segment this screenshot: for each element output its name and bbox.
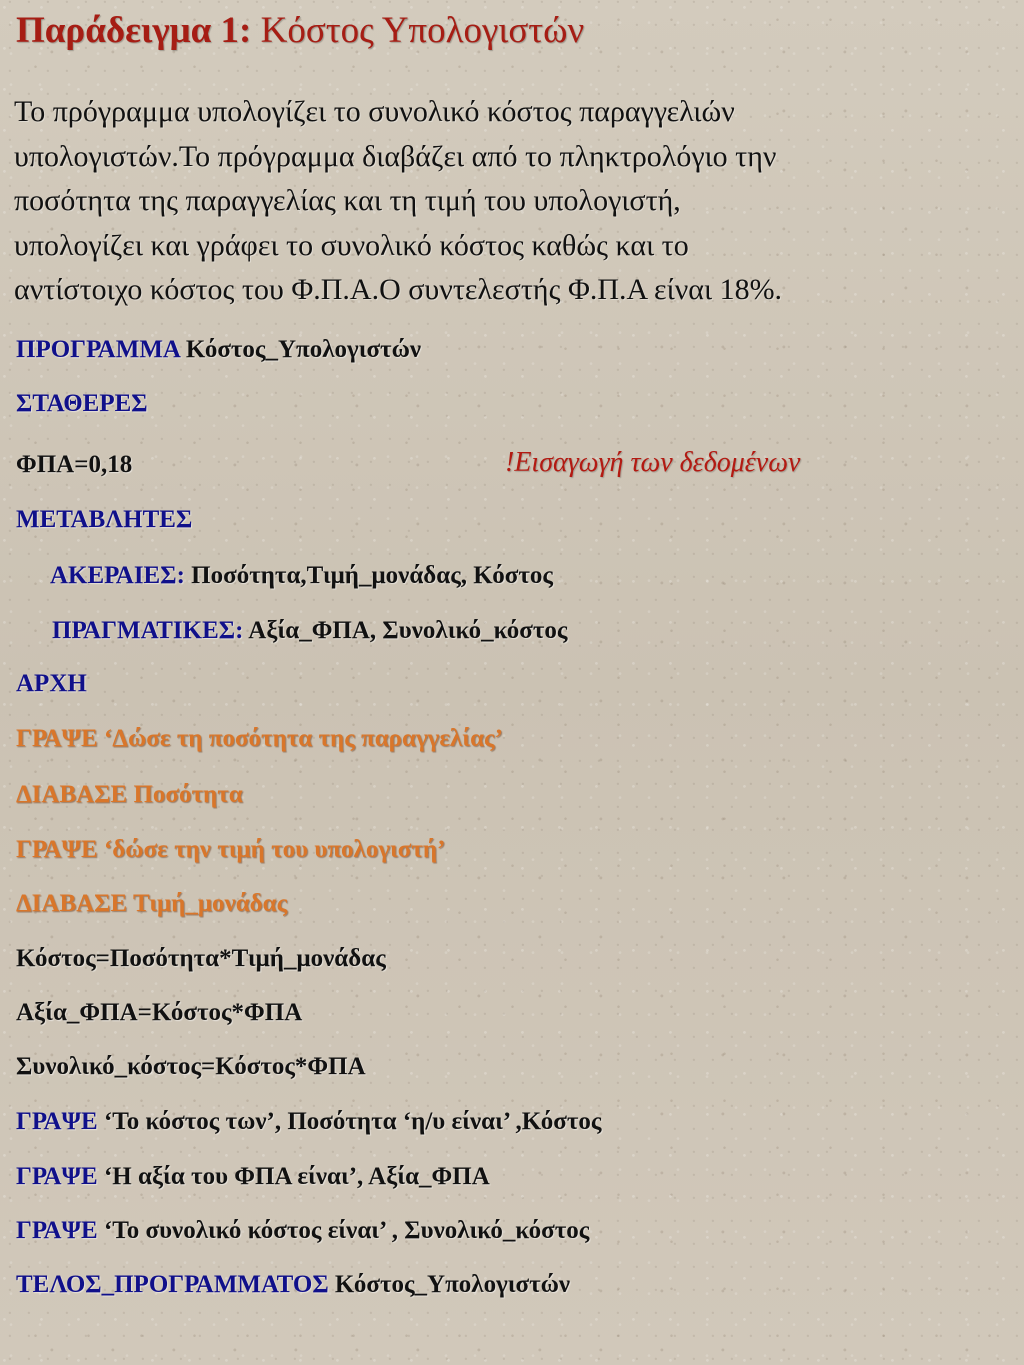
code-line-cost-calc: [16, 944, 386, 974]
code-keyword: ΠΡΟΓΡΑΜΜΑ: [16, 336, 180, 363]
code-line-write-vat: [16, 1162, 490, 1192]
code-text: ΦΠΑ=0,18: [16, 451, 133, 478]
title-bold-part: Παράδειγμα 1:: [16, 10, 252, 51]
code-text: ‘Το κόστος των’, Ποσότητα ‘η/υ είναι’ ,Κόστος: [97, 1108, 602, 1135]
code-line-constants: [16, 389, 148, 419]
code-line-vat-calc: [16, 998, 302, 1028]
intro-paragraph: Το πρόγραμμα υπολογίζει το συνολικό κόστος παραγγελιών υπολογιστών.Το πρόγραμμα διαβάζει από το πληκτρολόγιο την ποσότητα της παραγγελίας και τη τιμή του υπολογιστή, υπολογίζει και γράφει το συνολικό κόστος καθώς και το αντίστοιχο κόστος του Φ.Π.Α.Ο συντελεστής Φ.Π.Α είναι 18%.: [14, 95, 783, 306]
code-text: Ποσότητα,Τιμή_μονάδας, Κόστος: [184, 562, 553, 589]
code-comment: !Εισαγωγή των δεδομένων: [505, 447, 801, 478]
code-keyword: ΓΡΑΨΕ: [16, 1217, 98, 1244]
code-keyword: ΤΕΛΟΣ_ΠΡΟΓΡΑΜΜΑΤΟΣ: [16, 1271, 329, 1298]
code-keyword: ΑΚΕΡΑΙΕΣ:: [50, 562, 185, 589]
code-keyword: ΑΡΧΗ: [16, 670, 87, 697]
code-text: ‘Το συνολικό κόστος είναι’ , Συνολικό_κόστος: [97, 1217, 590, 1244]
code-text: Κόστος_Υπολογιστών: [328, 1271, 571, 1298]
code-text: Κόστος_Υπολογιστών: [179, 336, 422, 363]
code-line-write-price-prompt: ΓΡΑΨΕ ‘δώσε την τιμή του υπολογιστή’: [16, 836, 446, 863]
code-line-read-price: ΔΙΑΒΑΣΕ Τιμή_μονάδας: [16, 890, 288, 917]
slide-title: [16, 10, 584, 53]
code-line-total-calc: [16, 1052, 366, 1082]
code-keyword: ΜΕΤΑΒΛΗΤΕΣ: [16, 506, 193, 533]
code-text: Κόστος=Ποσότητα*Τιμή_μονάδας: [16, 945, 386, 972]
code-text: Αξία_ΦΠΑ=Κόστος*ΦΠΑ: [16, 999, 303, 1026]
code-line-write-total: [16, 1216, 589, 1246]
code-keyword: ΣΤΑΘΕΡΕΣ: [16, 390, 148, 417]
code-line-write-quantity-prompt: ΓΡΑΨΕ ‘Δώσε τη ποσότητα της παραγγελίας’: [16, 725, 503, 752]
code-line-integers: [50, 561, 553, 591]
code-keyword: ΓΡΑΨΕ: [16, 1163, 98, 1190]
code-line-reals: [52, 616, 567, 646]
code-line-begin: [16, 669, 87, 699]
code-keyword: ΠΡΑΓΜΑΤΙΚΕΣ:: [52, 617, 244, 644]
code-line-end-program: [16, 1270, 570, 1300]
code-line-read-quantity: ΔΙΑΒΑΣΕ Ποσότητα: [16, 781, 243, 808]
code-line-write-cost: [16, 1107, 601, 1137]
code-text: Συνολικό_κόστος=Κόστος*ΦΠΑ: [16, 1053, 366, 1080]
code-text: Αξία_ΦΠΑ, Συνολικό_κόστος: [243, 617, 568, 644]
code-line-vat-constant: [16, 450, 132, 480]
code-line-variables: [16, 505, 192, 535]
code-line-program: [16, 335, 421, 365]
code-text: ‘Η αξία του ΦΠΑ είναι’, Αξία_ΦΠΑ: [97, 1163, 490, 1190]
code-keyword: ΓΡΑΨΕ: [16, 1108, 98, 1135]
title-rest: Κόστος Υπολογιστών: [260, 10, 585, 51]
